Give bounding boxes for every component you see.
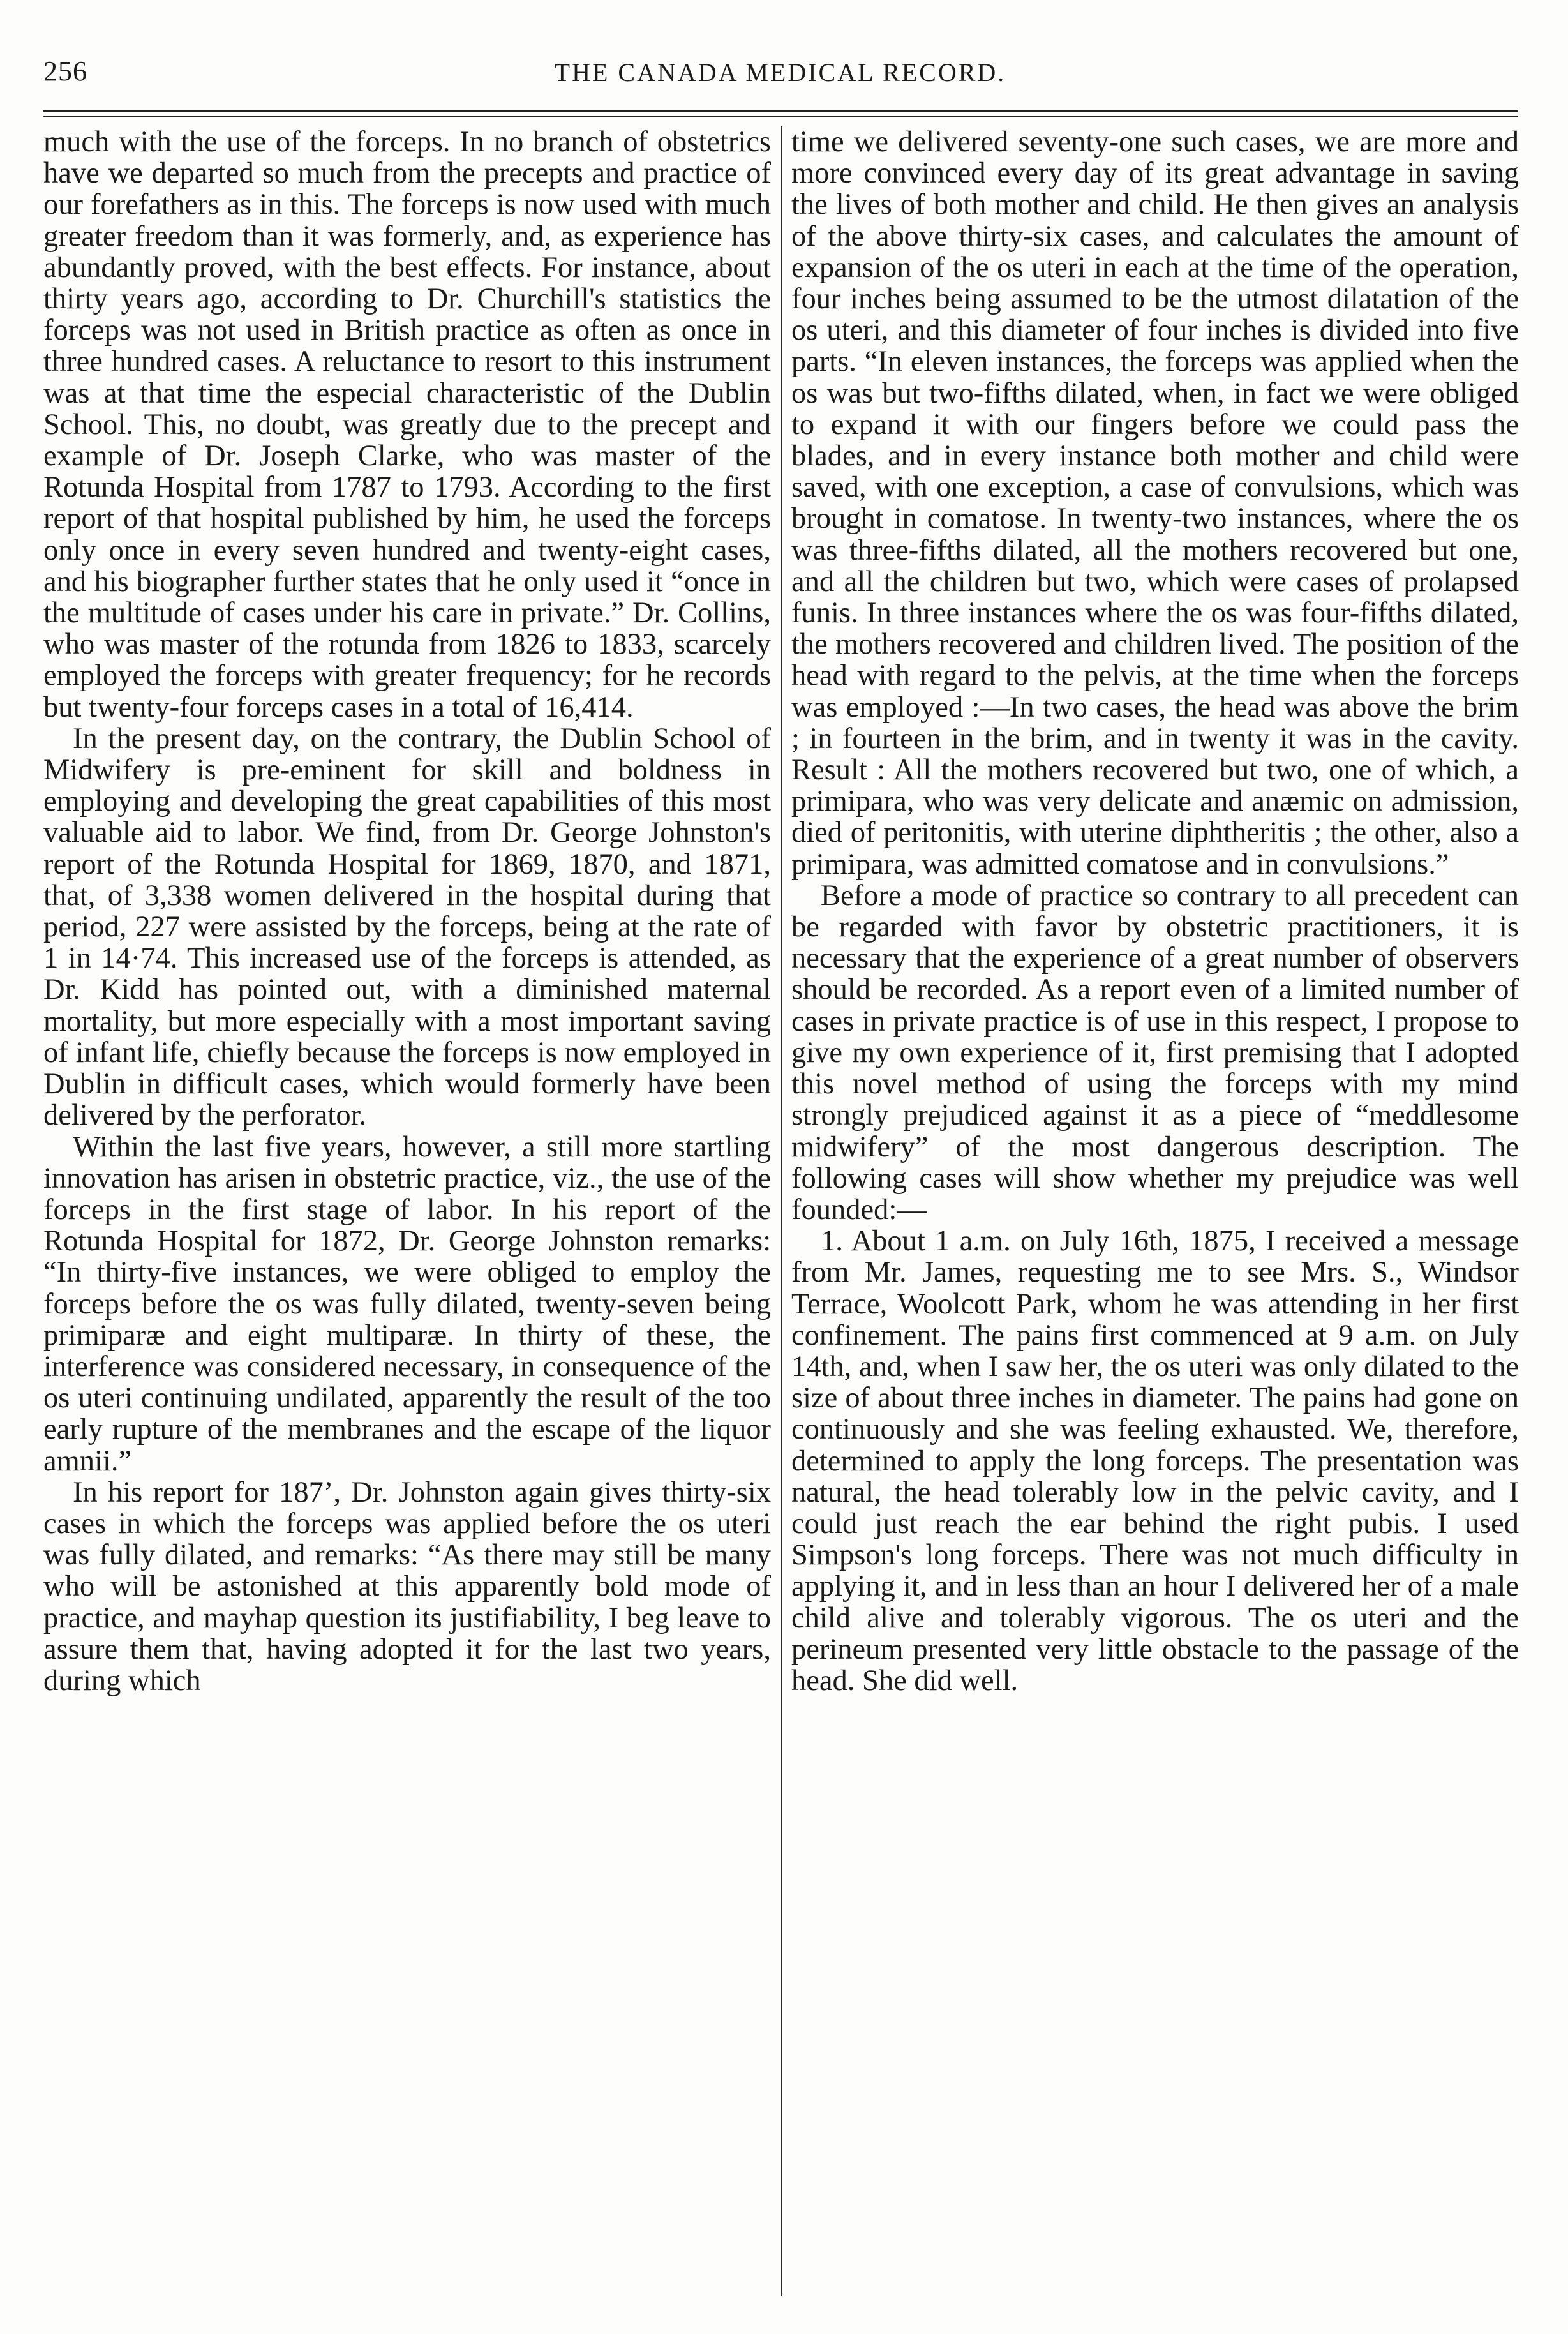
right-paragraph-2: Before a mode of practice so contrary to all precedent can be regarded with favor by obstetric practitioners, it is necessary that the experience of a great number of observers should be recorded. As a report even of a limited number of cases in private practice is of use in this respect, I propose to give my own experience of it, first premising that I adopted this novel method of using the forceps with my mind strongly prejudiced against it as a piece of “meddlesome midwifery” of the most dangerous description. The following cases will show whether my prejudice was well founded:— (791, 879, 1519, 1226)
right-column (791, 126, 1519, 2296)
running-title: THE CANADA MEDICAL RECORD. (554, 58, 1006, 87)
left-paragraph-1: much with the use of the forceps. In no branch of obstetrics have we departed so much from the precepts and practice of our forefathers as in this. The forceps is now used with much greater freedom than it was formerly, and, as experience has abundantly proved, with the best effects. For instance, about thirty years ago, according to Dr. Churchill's statistics the forceps was not used in British practice as often as once in three hundred cases. A reluctance to resort to this instrument was at that time the especial characteristic of the Dublin School. This, no doubt, was greatly due to the precept and example of Dr. Joseph Clarke, who was master of the Rotunda Hospital from 1787 to 1793. According to the first report of that hospital published by him, he used the forceps only once in every seven hundred and twenty-eight cases, and his biographer further states that he only used it “once in the multitude of cases under his care in private.” Dr. Collins, who was master of the rotunda from 1826 to 1833, scarcely employed the forceps with greater frequency; for he records but twenty-four forceps cases in a total of 16,414. (43, 126, 771, 724)
page-header (43, 55, 1517, 100)
header-rule-thick (43, 110, 1518, 112)
left-paragraph-3: Within the last five years, however, a still more startling innovation has arisen in obstetric practice, viz., the use of the forceps in the first stage of labor. In his report of the Rotunda Hospital for 1872, Dr. George Johnston remarks: “In thirty-five instances, we were obliged to employ the forceps before the os was fully dilated, twenty-seven being primiparæ and eight multiparæ. In thirty of these, the interference was considered necessary, in consequence of the os uteri continuing undilated, apparently the result of the too early rupture of the membranes and the escape of the liquor amnii.” (43, 1130, 771, 1477)
header-rule-thin (43, 116, 1518, 117)
left-paragraph-2: In the present day, on the contrary, the Dublin School of Midwifery is pre-eminent for skill and boldness in employing and developing the great capabilities of this most valuable aid to labor. We find, from Dr. George Johnston's report of the Rotunda Hospital for 1869, 1870, and 1871, that, of 3,338 women delivered in the hospital during that period, 227 were assisted by the forceps, being at the rate of 1 in 14·74. This increased use of the forceps is attended, as Dr. Kidd has pointed out, with a diminished maternal mortality, but more especially with a most important saving of infant life, chiefly because the forceps is now employed in Dublin in difficult cases, which would formerly have been delivered by the perforator. (43, 722, 771, 1132)
column-divider (781, 126, 782, 2296)
left-paragraph-4: In his report for 187’, Dr. Johnston again gives thirty-six cases in which the forceps was applied before the os uteri was fully dilated, and remarks: “As there may still be many who will be astonished at this apparently bold mode of practice, and mayhap question its justifiability, I beg leave to assure them that, having adopted it for the last two years, during which (43, 1476, 771, 1697)
left-column (43, 126, 771, 2296)
right-paragraph-1: time we delivered seventy-one such cases, we are more and more convinced every day of its great advantage in saving the lives of both mother and child. He then gives an analysis of the above thirty-six cases, and calculates the amount of expansion of the os uteri in each at the time of the operation, four inches being assumed to be the utmost dilatation of the os uteri, and this diameter of four inches is divided into five parts. “In eleven instances, the forceps was applied when the os was but two-fifths dilated, when, in fact we were obliged to expand it with our fingers before we could pass the blades, and in every instance both mother and child were saved, with one exception, a case of convulsions, which was brought in comatose. In twenty-two instances, where the os was three-fifths dilated, all the mothers recovered but one, and all the children but two, which were cases of prolapsed funis. In three instances where the os was four-fifths dilated, the mothers recovered and children lived. The position of the head with regard to the pelvis, at the time when the forceps was employed :—In two cases, the head was above the brim ; in fourteen in the brim, and in twenty it was in the cavity. Result : All the mothers recovered but two, one of which, a primipara, who was very delicate and anæmic on admission, died of peritonitis, with uterine diphtheritis ; the other, also a primipara, was admitted comatose and in convulsions.” (791, 126, 1519, 881)
page-number: 256 (43, 56, 87, 87)
right-paragraph-3: 1. About 1 a.m. on July 16th, 1875, I received a message from Mr. James, requesting me to see Mrs. S., Windsor Terrace, Woolcott Park, whom he was attending in her first confinement. The pains first commenced at 9 a.m. on July 14th, and, when I saw her, the os uteri was only dilated to the size of about three inches in diameter. The pains had gone on continuously and she was feeling exhausted. We, therefore, determined to apply the long forceps. The presentation was natural, the head tolerably low in the pelvic cavity, and I could just reach the ear behind the right pubis. I used Simpson's long forceps. There was not much difficulty in applying it, and in less than an hour I delivered her of a male child alive and tolerably vigorous. The os uteri and the perineum presented very little obstacle to the passage of the head. She did well. (791, 1225, 1519, 1697)
text-columns (43, 126, 1518, 2296)
